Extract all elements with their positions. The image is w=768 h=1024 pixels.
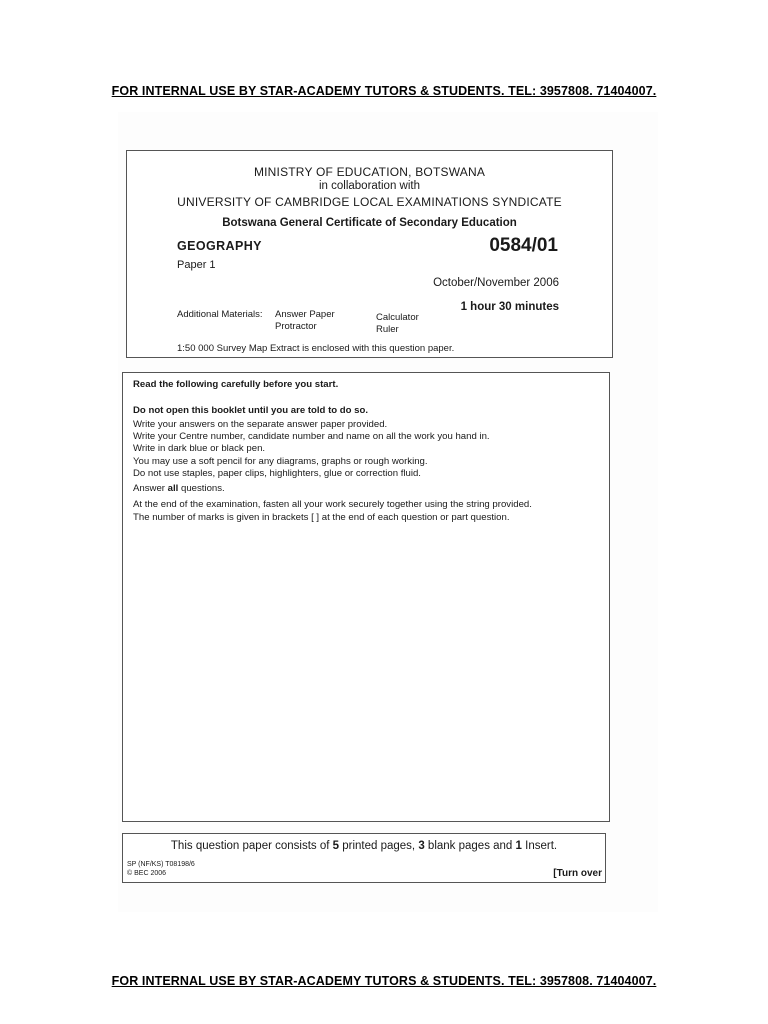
insert-text: Insert. [521,840,558,852]
instructions-heading: Read the following carefully before you start. [133,379,339,390]
instruction-line: Write your Centre number, candidate number and name on all the work you hand in. [133,431,490,442]
collaboration-line: in collaboration with [318,180,420,192]
material-ruler: Ruler [376,324,399,335]
bottom-banner: FOR INTERNAL USE BY STAR-ACADEMY TUTORS & STUDENTS. TEL: 3957808. 71404007. [111,974,657,988]
sp-code: SP (NF/KS) T08198/6 [127,861,195,868]
material-answer-paper: Answer Paper [275,309,335,320]
footer-box [122,833,606,883]
subject-title: GEOGRAPHY [177,239,262,253]
material-protractor: Protractor [275,321,317,332]
ministry-title: MINISTRY OF EDUCATION, BOTSWANA [253,165,486,179]
blank-pages-count: 3 [418,840,425,852]
instruction-line: You may use a soft pencil for any diagrams, graphs or rough working. [133,456,428,467]
exam-header-box [126,150,613,358]
copyright: © BEC 2006 [127,870,167,877]
additional-materials-label: Additional Materials: [177,309,263,320]
end-instruction-line: The number of marks is given in brackets [ ] at the end of each question or part question. [133,512,510,523]
paper-number: Paper 1 [177,259,216,271]
instructions-box [122,372,610,822]
ucles-title: UNIVERSITY OF CAMBRIDGE LOCAL EXAMINATIONS SYNDICATE [177,195,562,209]
material-calculator: Calculator [376,312,419,323]
answer-prefix: Answer [133,483,168,494]
answer-suffix: questions. [178,483,225,494]
paper-code: 0584/01 [489,235,558,256]
printed-pages-count: 5 [332,840,340,852]
blank-pages-text: blank pages and [424,840,516,852]
pages-prefix: This question paper consists of [170,840,333,852]
answer-all-line [133,483,225,494]
map-extract-note: 1:50 000 Survey Map Extract is enclosed with this question paper. [177,343,455,354]
exam-session: October/November 2006 [433,277,559,289]
top-banner: FOR INTERNAL USE BY STAR-ACADEMY TUTORS & STUDENTS. TEL: 3957808. 71404007. [111,84,657,98]
do-not-open-notice: Do not open this booklet until you are told to do so. [133,405,369,416]
end-instruction-line: At the end of the examination, fasten all your work securely together using the string provided. [133,499,532,510]
instruction-line: Do not use staples, paper clips, highlighters, glue or correction fluid. [133,468,421,479]
printed-pages-text: printed pages, [339,840,419,852]
exam-duration: 1 hour 30 minutes [460,301,559,313]
page-count-statement [123,840,605,852]
insert-count: 1 [515,840,522,852]
answer-all-emphasis: all [167,483,179,494]
turn-over-label: [Turn over [553,868,602,879]
instruction-line: Write your answers on the separate answer paper provided. [133,419,388,430]
certificate-title: Botswana General Certificate of Secondary Education [222,217,517,229]
footer-codes [127,860,195,878]
instruction-line: Write in dark blue or black pen. [133,443,266,454]
